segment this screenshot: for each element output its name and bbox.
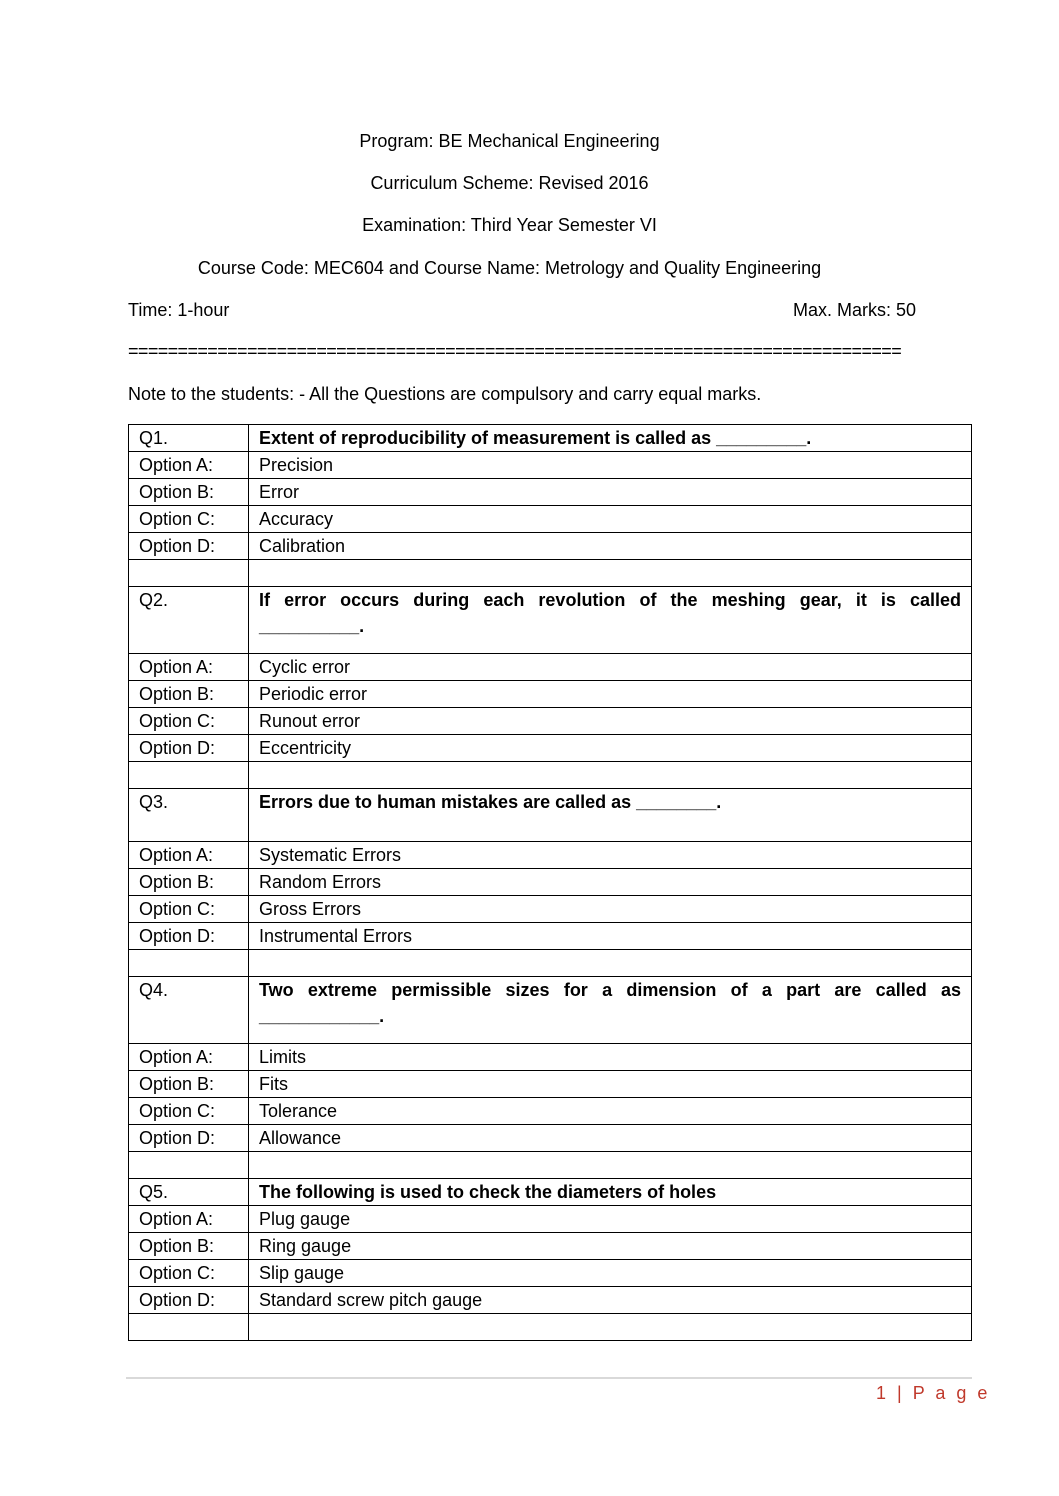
spacer-row bbox=[129, 1152, 972, 1179]
question-label: Q5. bbox=[129, 1179, 249, 1206]
question-row bbox=[129, 425, 972, 452]
option-label: Option D: bbox=[129, 1125, 249, 1152]
question-text: If error occurs during each revolution of the meshing gear, it is called __________. bbox=[249, 587, 972, 654]
option-text: Gross Errors bbox=[249, 896, 972, 923]
max-marks: Max. Marks: 50 bbox=[793, 300, 917, 320]
option-row bbox=[129, 1044, 972, 1071]
option-text: Precision bbox=[249, 452, 972, 479]
option-label: Option A: bbox=[129, 1206, 249, 1233]
option-text: Eccentricity bbox=[249, 735, 972, 762]
option-row bbox=[129, 869, 972, 896]
option-text: Accuracy bbox=[249, 506, 972, 533]
option-label: Option C: bbox=[129, 506, 249, 533]
option-label: Option B: bbox=[129, 1071, 249, 1098]
option-label: Option C: bbox=[129, 1260, 249, 1287]
option-label: Option B: bbox=[129, 681, 249, 708]
option-label: Option A: bbox=[129, 1044, 249, 1071]
option-label: Option C: bbox=[129, 708, 249, 735]
option-row bbox=[129, 681, 972, 708]
question-text: Two extreme permissible sizes for a dimension of a part are called as ____________. bbox=[249, 977, 972, 1044]
question-row bbox=[129, 587, 972, 654]
curriculum-scheme: Curriculum Scheme: Revised 2016 bbox=[370, 173, 649, 193]
option-text: Plug gauge bbox=[249, 1206, 972, 1233]
question-text: Errors due to human mistakes are called as ________. bbox=[249, 789, 972, 842]
question-table bbox=[128, 424, 972, 1341]
option-label: Option A: bbox=[129, 842, 249, 869]
option-text: Slip gauge bbox=[249, 1260, 972, 1287]
option-label: Option B: bbox=[129, 479, 249, 506]
spacer-row bbox=[129, 950, 972, 977]
footer-divider bbox=[126, 1377, 972, 1379]
program-title: Program: BE Mechanical Engineering bbox=[359, 131, 660, 151]
separator-line: ============================================================================== bbox=[128, 341, 902, 361]
option-label: Option D: bbox=[129, 1287, 249, 1314]
option-text: Ring gauge bbox=[249, 1233, 972, 1260]
question-label: Q2. bbox=[129, 587, 249, 654]
option-row bbox=[129, 533, 972, 560]
option-label: Option C: bbox=[129, 896, 249, 923]
option-text: Error bbox=[249, 479, 972, 506]
option-text: Calibration bbox=[249, 533, 972, 560]
option-row bbox=[129, 896, 972, 923]
option-text: Instrumental Errors bbox=[249, 923, 972, 950]
option-row bbox=[129, 1125, 972, 1152]
examination: Examination: Third Year Semester VI bbox=[362, 215, 657, 235]
option-row bbox=[129, 708, 972, 735]
option-text: Runout error bbox=[249, 708, 972, 735]
student-note: Note to the students: - All the Questions are compulsory and carry equal marks. bbox=[128, 384, 762, 404]
option-row bbox=[129, 1206, 972, 1233]
spacer-row bbox=[129, 560, 972, 587]
option-text: Cyclic error bbox=[249, 654, 972, 681]
question-row bbox=[129, 1179, 972, 1206]
course-info: Course Code: MEC604 and Course Name: Metrology and Quality Engineering bbox=[197, 258, 822, 278]
option-label: Option D: bbox=[129, 735, 249, 762]
page-number: 1 | P a g e bbox=[876, 1383, 991, 1403]
question-row bbox=[129, 789, 972, 842]
option-label: Option A: bbox=[129, 654, 249, 681]
option-row bbox=[129, 1098, 972, 1125]
question-text: The following is used to check the diameters of holes bbox=[249, 1179, 972, 1206]
option-row bbox=[129, 1260, 972, 1287]
option-row bbox=[129, 1287, 972, 1314]
option-row bbox=[129, 452, 972, 479]
option-label: Option D: bbox=[129, 533, 249, 560]
question-text: Extent of reproducibility of measurement is called as _________. bbox=[249, 425, 972, 452]
option-row bbox=[129, 1233, 972, 1260]
option-text: Standard screw pitch gauge bbox=[249, 1287, 972, 1314]
option-row bbox=[129, 735, 972, 762]
option-text: Periodic error bbox=[249, 681, 972, 708]
option-text: Systematic Errors bbox=[249, 842, 972, 869]
option-text: Limits bbox=[249, 1044, 972, 1071]
option-row bbox=[129, 506, 972, 533]
option-text: Tolerance bbox=[249, 1098, 972, 1125]
question-row bbox=[129, 977, 972, 1044]
option-label: Option D: bbox=[129, 923, 249, 950]
option-row bbox=[129, 923, 972, 950]
option-row bbox=[129, 1071, 972, 1098]
spacer-row bbox=[129, 1314, 972, 1341]
question-label: Q3. bbox=[129, 789, 249, 842]
option-text: Allowance bbox=[249, 1125, 972, 1152]
option-row bbox=[129, 654, 972, 681]
option-label: Option A: bbox=[129, 452, 249, 479]
option-label: Option C: bbox=[129, 1098, 249, 1125]
option-row bbox=[129, 479, 972, 506]
option-text: Random Errors bbox=[249, 869, 972, 896]
option-text: Fits bbox=[249, 1071, 972, 1098]
question-label: Q1. bbox=[129, 425, 249, 452]
question-label: Q4. bbox=[129, 977, 249, 1044]
option-label: Option B: bbox=[129, 869, 249, 896]
option-row bbox=[129, 842, 972, 869]
exam-time: Time: 1-hour bbox=[128, 300, 230, 320]
option-label: Option B: bbox=[129, 1233, 249, 1260]
spacer-row bbox=[129, 762, 972, 789]
